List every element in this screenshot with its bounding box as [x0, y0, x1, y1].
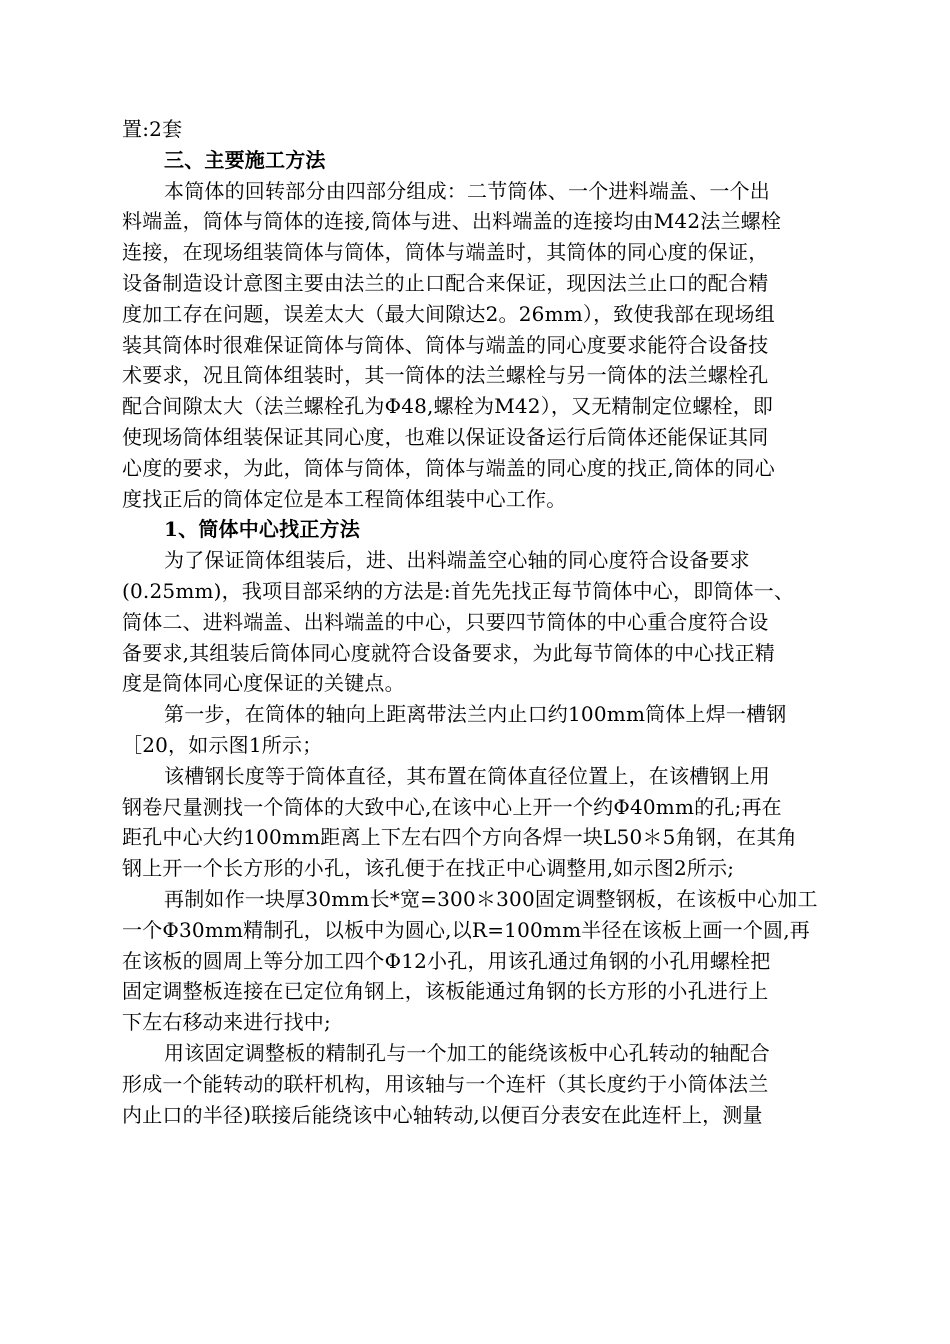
text-line: 度找正后的筒体定位是本工程筒体组装中心工作。 [122, 486, 567, 511]
text-line: 度是筒体同心度保证的关键点。 [122, 671, 405, 696]
text-line: 钢上开一个长方形的小孔，该孔便于在找正中心调整用,如示图2所示; [122, 856, 735, 881]
text-line: 在该板的圆周上等分加工四个Φ12小孔，用该孔通过角钢的小孔用螺栓把 [122, 948, 771, 973]
text-line: ［20，如示图1所示； [122, 732, 323, 757]
text-line: 固定调整板连接在已定位角钢上，该板能通过角钢的长方形的小孔进行上 [122, 979, 769, 1004]
text-line: 再制如作一块厚30mm长*宽=300＊300固定调整钢板，在该板中心加工 [164, 886, 818, 911]
text-line: 连接，在现场组装筒体与筒体，筒体与端盖时，其筒体的同心度的保证， [122, 240, 769, 265]
text-line: 度加工存在问题，误差太大（最大间隙达2。26mm），致使我部在现场组 [122, 301, 775, 326]
text-line: 装其筒体时很难保证筒体与筒体、筒体与端盖的同心度要求能符合设备技 [122, 332, 769, 357]
text-line: 一个Φ30mm精制孔，以板中为圆心,以R=100mm半径在该板上画一个圆,再 [122, 917, 811, 942]
text-line: 钢卷尺量测找一个筒体的大致中心,在该中心上开一个约Φ40mm的孔;再在 [122, 794, 782, 819]
text-line: 用该固定调整板的精制孔与一个加工的能绕该板中心孔转动的轴配合 [164, 1040, 770, 1065]
text-line: 为了保证筒体组装后，进、出料端盖空心轴的同心度符合设备要求 [164, 548, 750, 573]
text-line: 内止口的半径)联接后能绕该中心轴转动,以便百分表安在此连杆上，测量 [122, 1102, 763, 1127]
text-line: 本筒体的回转部分由四部分组成：二节筒体、一个进料端盖、一个出 [164, 178, 770, 203]
text-line: 置:2套 [122, 117, 183, 141]
text-line: 配合间隙太大（法兰螺栓孔为Φ48,螺栓为M42），又无精制定位螺栓，即 [122, 394, 774, 419]
text-line: 心度的要求，为此，筒体与筒体，筒体与端盖的同心度的找正,筒体的同心 [122, 455, 775, 480]
text-line: (0.25mm)，我项目部采纳的方法是:首先先找正每节筒体中心，即筒体一、 [122, 578, 795, 603]
text-line: 使现场筒体组装保证其同心度，也难以保证设备运行后筒体还能保证其同 [122, 424, 769, 449]
section-heading: 1、筒体中心找正方法 [164, 517, 360, 542]
text-line: 术要求，况且筒体组装时，其一筒体的法兰螺栓与另一筒体的法兰螺栓孔 [122, 363, 769, 388]
text-line: 形成一个能转动的联杆机构，用该轴与一个连杆（其长度约于小筒体法兰 [122, 1071, 769, 1096]
text-line: 筒体二、进料端盖、出料端盖的中心，只要四节筒体的中心重合度符合设 [122, 609, 769, 634]
text-line: 该槽钢长度等于筒体直径，其布置在筒体直径位置上，在该槽钢上用 [164, 763, 770, 788]
text-line: 备要求,其组装后筒体同心度就符合设备要求，为此每节筒体的中心找正精 [122, 640, 775, 665]
text-line: 料端盖，筒体与筒体的连接,筒体与进、出料端盖的连接均由M42法兰螺栓 [122, 209, 782, 234]
section-heading: 三、主要施工方法 [164, 147, 326, 172]
text-line: 第一步，在筒体的轴向上距离带法兰内止口约100mm筒体上焊一槽钢 [164, 702, 787, 727]
document-body [122, 114, 850, 1130]
text-line: 距孔中心大约100mm距离上下左右四个方向各焊一块L50＊5角钢，在其角 [122, 825, 797, 850]
text-line: 设备制造设计意图主要由法兰的止口配合来保证，现因法兰止口的配合精 [122, 270, 769, 295]
text-line: 下左右移动来进行找中; [122, 1010, 331, 1035]
